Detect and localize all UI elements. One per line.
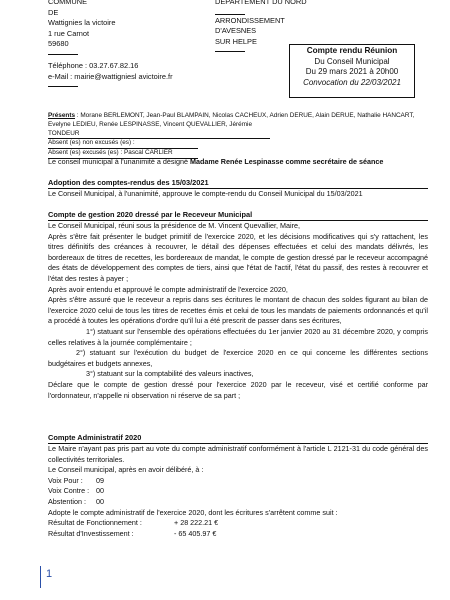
address-postcode: 59680 bbox=[48, 39, 69, 49]
result-row bbox=[48, 518, 428, 529]
present-names-2: Evelyne LEDIEU, Renée LESPINASSE, Vincent QUEVALLIER, Jérémie TONDEUR bbox=[48, 121, 270, 140]
section-compte-gestion bbox=[48, 210, 428, 401]
vote-value: 09 bbox=[96, 475, 104, 485]
paragraph: 1°) statuant sur l'ensemble des opérations effectuées du 1er janvier 2020 au 31 décembre 2020, y compris celles relatives à la journée complémentaire ; bbox=[48, 326, 428, 347]
vote-label: Abstention : bbox=[48, 496, 86, 506]
report-subtitle: Du Conseil Municipal bbox=[314, 56, 390, 66]
absent-excused: Absent (es) excusés (es) : Pascal CARLIER bbox=[48, 149, 198, 159]
commune-de: DE bbox=[48, 7, 59, 17]
commune-block bbox=[48, 0, 208, 87]
secretary-name: Madame Renée Lespinasse comme secrétaire de séance bbox=[190, 157, 384, 166]
address-street: 1 rue Carnot bbox=[48, 28, 90, 38]
paragraph: 2°) statuant sur l'exécution du budget de l'exercice 2020 en ce qui concerne les différentes sections budgétaires et budgets annexes, bbox=[48, 348, 428, 368]
report-date: Du 29 mars 2021 à 20h00 bbox=[305, 67, 399, 77]
arrondissement-name: D'AVESNES bbox=[215, 26, 257, 36]
result-row bbox=[48, 529, 428, 540]
header-separator bbox=[48, 82, 78, 87]
vote-row bbox=[48, 486, 428, 497]
paragraph: Le Conseil municipal, après en avoir délibéré, à : bbox=[48, 465, 204, 475]
attendance-present bbox=[48, 112, 428, 121]
result-label: Résultat de Fonctionnement : bbox=[48, 518, 142, 528]
result-label: Résultat d'Investissement : bbox=[48, 528, 134, 538]
present-names: : Morane BERLEMONT, Jean-Paul BLAMPAIN, Nicolas CACHEUX, Adrien DERUE, Alain DERUE, Nathalie HANCART, bbox=[75, 112, 415, 119]
section-compte-administratif bbox=[48, 433, 428, 539]
vote-label: Voix Pour : bbox=[48, 475, 83, 485]
section-text: Le Conseil Municipal, à l'unanimité, approuve le compte-rendu du Conseil Municipal du 15/03/2021 bbox=[48, 189, 363, 198]
paragraph: Adopte le compte administratif de l'exercice 2020, dont les écritures s'arrêtent comme suit : bbox=[48, 507, 338, 517]
present-label: Présents bbox=[48, 112, 75, 119]
section-title: Compte de gestion 2020 dressé par le Receveur Municipal bbox=[48, 210, 428, 221]
arrondissement-label: ARRONDISSEMENT bbox=[215, 15, 285, 25]
result-value: - 65 405.97 € bbox=[174, 528, 217, 538]
report-convocation: Convocation du 22/03/2021 bbox=[303, 77, 401, 87]
page-number: 1 bbox=[46, 568, 53, 580]
section-title: Adoption des comptes-rendus des 15/03/2021 bbox=[48, 178, 428, 189]
section-title: Compte Administratif 2020 bbox=[48, 433, 428, 444]
vote-row bbox=[48, 476, 428, 487]
paragraph: Après s'être fait présenter le budget primitif de l'exercice 2020, et les décisions modificatives qui s'y rattachent, les titres définitifs des créances à recouvrer, le détail des dépenses effectuées et celui des mandats délivrés, les bordereaux de titres de recettes, les bordereaux de mandat, le compte de gestion dressé par le receveur accompagné des états de développement des comptes de tiers, ainsi que l'état de l'actif, l'état du passif, des restes à recouvrer et l'état des restes à payer ; bbox=[48, 231, 428, 283]
paragraph: 3°) statuant sur la comptabilité des valeurs inactives, bbox=[86, 369, 254, 379]
report-box bbox=[289, 44, 415, 98]
header-separator bbox=[215, 8, 245, 15]
commune-label: COMMUNE bbox=[48, 0, 88, 6]
vote-value: 00 bbox=[96, 496, 104, 506]
paragraph: Après s'être assuré que le receveur a repris dans ses écritures le montant de chacun des soldes figurant au bilan de l'exercice 2020 celui de tous les titres de recettes émis et celui de tous les mandats de paiements ordonnancés et qu'il a procédé à toutes les opérations d'ordre qu'il lui a été prescrit de passer dans ses écritures, bbox=[48, 295, 428, 326]
paragraph: Le Maire n'ayant pas pris part au vote du compte administratif conformément à l'article L 2121-31 du code général des collectivités territoriales. bbox=[48, 444, 428, 464]
section-adoption bbox=[48, 178, 428, 200]
vote-row bbox=[48, 497, 428, 508]
commune-name: Wattignies la victoire bbox=[48, 18, 116, 28]
paragraph: Après avoir entendu et approuvé le compte administratif de l'exercice 2020, bbox=[48, 284, 288, 294]
email-address: e-Mail : mairie@wattigniesl avictoire.fr bbox=[48, 71, 173, 81]
paragraph: Le Conseil Municipal, réuni sous la présidence de M. Vincent Quevallier, Maire, bbox=[48, 221, 300, 230]
vote-value: 00 bbox=[96, 486, 104, 496]
attendance-block bbox=[48, 112, 428, 159]
secretary-line bbox=[48, 157, 428, 168]
vote-label: Voix Contre : bbox=[48, 486, 90, 496]
paragraph: Déclare que le compte de gestion dressé pour l'exercice 2020 par le receveur, visé et certifié conforme par l'ordonnateur, n'appelle ni observation ni réserve de sa part ; bbox=[48, 379, 428, 400]
footer-margin-line bbox=[40, 566, 41, 588]
absent-unexcused: Absent (es) non excusés (es) : bbox=[48, 139, 198, 149]
secretary-text: Le conseil municipal à l'unanimité a désigné bbox=[48, 157, 191, 166]
arrondissement-name-2: SUR HELPE bbox=[215, 36, 257, 46]
department-label: DEPARTEMENT DU NORD bbox=[215, 0, 307, 6]
result-value: + 28 222.21 € bbox=[174, 518, 219, 528]
phone-number: Téléphone : 03.27.67.82.16 bbox=[48, 60, 139, 70]
report-title: Compte rendu Réunion bbox=[306, 46, 398, 55]
header-separator bbox=[215, 47, 245, 52]
